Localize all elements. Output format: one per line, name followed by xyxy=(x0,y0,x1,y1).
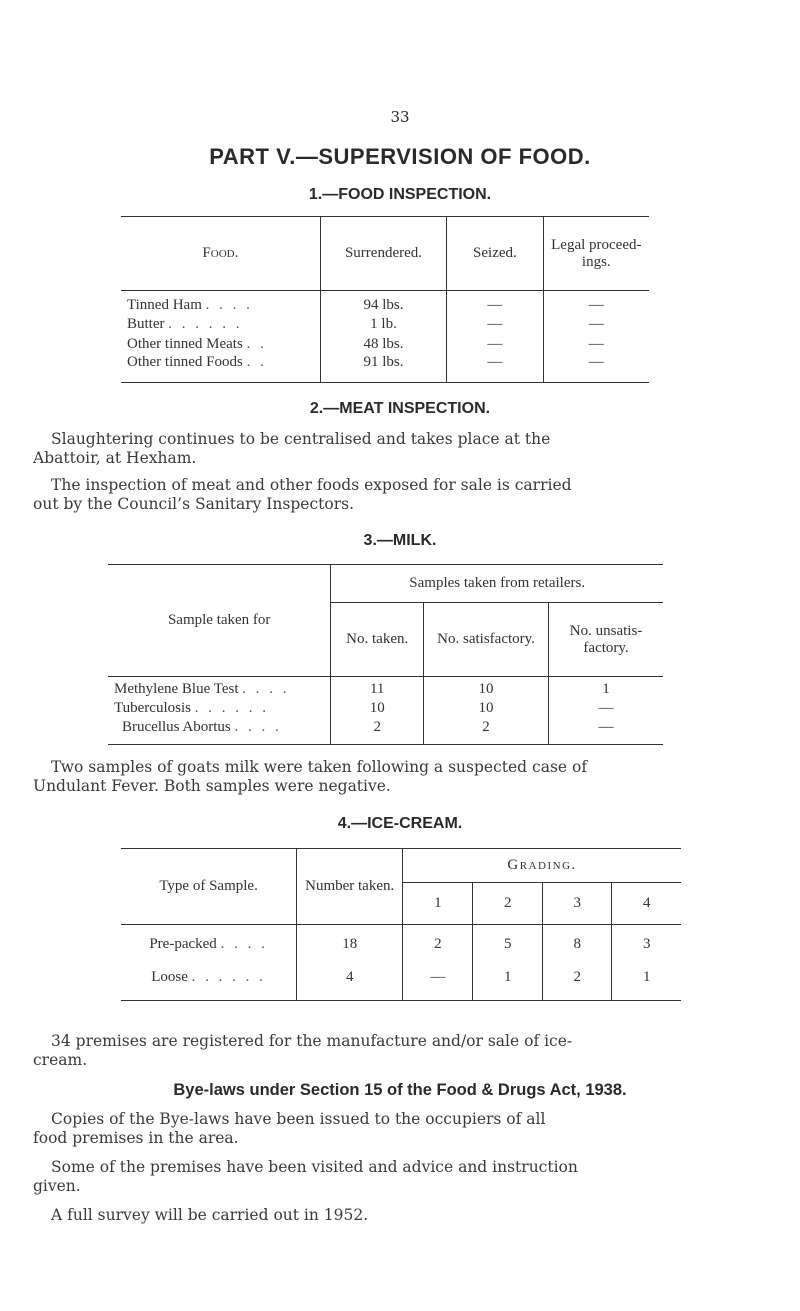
unsatisfactory-value: 1 xyxy=(602,681,610,698)
surrendered-value: 91 lbs. xyxy=(320,354,446,382)
grade-1-value: 2 xyxy=(403,925,473,965)
number-value: 18 xyxy=(297,925,403,965)
col-no-taken: No. taken. xyxy=(331,603,424,677)
table-row xyxy=(121,925,681,965)
ice-cream-heading: 4.—ICE-CREAM. xyxy=(337,815,463,832)
para-line: cream. xyxy=(33,1051,88,1069)
leader-dots: . . xyxy=(246,354,267,370)
para-line: Abattoir, at Hexham. xyxy=(33,449,197,467)
grade-1-value: — xyxy=(403,965,473,1001)
para-line: Two samples of goats milk were taken following a suspected case of xyxy=(51,758,588,776)
col-no-satisfactory: No. satisfactory. xyxy=(424,603,549,677)
col-legal: Legal proceed- ings. xyxy=(543,217,649,291)
food-name: Other tinned Meats xyxy=(127,335,243,352)
number-value: 4 xyxy=(297,965,403,1001)
unsatisfactory-value: — xyxy=(598,700,614,716)
col-grade-1: 1 xyxy=(403,883,473,925)
grade-3-value: 8 xyxy=(542,925,612,965)
meat-inspection-para2 xyxy=(0,476,800,514)
col-food: Food. xyxy=(121,217,320,291)
taken-value: 10 xyxy=(331,699,424,719)
food-inspection-table xyxy=(121,216,649,383)
sample-name: Brucellus Abortus xyxy=(122,718,231,735)
para-line: Undulant Fever. Both samples were negative. xyxy=(33,777,391,795)
byelaws-para2 xyxy=(0,1158,800,1196)
col-samples-from-retailers: Samples taken from retailers. xyxy=(331,565,663,603)
legal-value: — xyxy=(543,354,649,382)
satisfactory-value: 2 xyxy=(424,719,549,745)
sample-type: Loose xyxy=(151,968,188,985)
grade-4-value: 3 xyxy=(642,936,651,953)
food-name: Butter xyxy=(127,315,165,332)
taken-value: 11 xyxy=(331,677,424,699)
taken-value: 2 xyxy=(331,719,424,745)
milk-heading: 3.—MILK. xyxy=(363,532,437,549)
grade-3-value: 2 xyxy=(542,965,612,1001)
col-sample-taken-for: Sample taken for xyxy=(108,565,331,677)
sample-type: Pre-packed xyxy=(149,936,217,953)
sample-name: Tuberculosis xyxy=(114,700,191,716)
table-row xyxy=(121,354,649,382)
unsatisfactory-value: — xyxy=(549,719,663,745)
para-line: out by the Council’s Sanitary Inspectors. xyxy=(33,495,354,513)
milk-note xyxy=(0,758,800,796)
surrendered-value: 48 lbs. xyxy=(320,334,446,354)
satisfactory-value: 10 xyxy=(424,699,549,719)
col-grading: Grading. xyxy=(403,849,681,883)
legal-value: — xyxy=(588,315,604,332)
meat-inspection-para1 xyxy=(0,430,800,468)
col-no-unsatisfactory: No. unsatis- factory. xyxy=(549,603,663,677)
grade-4-value: 1 xyxy=(612,965,681,1001)
legal-value: — xyxy=(588,335,604,352)
grade-2-value: 1 xyxy=(473,965,543,1001)
para-line: The inspection of meat and other foods exposed for sale is carried xyxy=(51,476,572,494)
para-line: Some of the premises have been visited and advice and instruction xyxy=(51,1158,578,1176)
seized-value: — xyxy=(447,334,543,354)
legal-value: — xyxy=(588,297,604,313)
para-line: Slaughtering continues to be centralised and takes place at the xyxy=(51,430,551,448)
page-number: 33 xyxy=(390,108,410,126)
food-name: Other tinned Foods xyxy=(127,354,243,370)
ice-cream-note xyxy=(0,1032,800,1070)
byelaws-para1 xyxy=(0,1110,800,1148)
leader-dots: . . . . xyxy=(205,297,253,313)
leader-dots: . . . . . . xyxy=(191,968,266,985)
para-line: 34 premises are registered for the manufacture and/or sale of ice- xyxy=(51,1032,573,1050)
table-row xyxy=(108,677,663,699)
leader-dots: . . . . xyxy=(234,718,282,735)
surrendered-value: 1 lb. xyxy=(320,314,446,334)
grade-2-value: 5 xyxy=(473,925,543,965)
sample-name: Methylene Blue Test xyxy=(114,681,239,698)
leader-dots: . . . . . . xyxy=(194,700,269,716)
part-title: PART V.—SUPERVISION OF FOOD. xyxy=(209,144,591,169)
milk-table xyxy=(108,564,663,745)
table-row xyxy=(121,334,649,354)
satisfactory-value: 10 xyxy=(424,677,549,699)
para-line: food premises in the area. xyxy=(33,1129,239,1147)
table-row xyxy=(121,314,649,334)
col-grade-4: 4 xyxy=(612,883,681,925)
para-line: given. xyxy=(33,1177,81,1195)
byelaws-para3 xyxy=(0,1206,800,1225)
leader-dots: . . . . . . xyxy=(168,315,243,332)
col-seized: Seized. xyxy=(447,217,543,291)
table-row xyxy=(121,291,649,315)
meat-inspection-heading: 2.—MEAT INSPECTION. xyxy=(309,400,491,417)
col-surrendered: Surrendered. xyxy=(320,217,446,291)
col-number-taken: Number taken. xyxy=(297,849,403,925)
para-line: Copies of the Bye-laws have been issued to the occupiers of all xyxy=(51,1110,546,1128)
leader-dots: . . . . xyxy=(242,681,290,698)
food-inspection-heading: 1.—FOOD INSPECTION. xyxy=(308,186,492,203)
seized-value: — xyxy=(447,354,543,382)
col-type-of-sample: Type of Sample. xyxy=(121,849,297,925)
col-grade-3: 3 xyxy=(542,883,612,925)
table-row xyxy=(108,719,663,745)
table-row xyxy=(108,699,663,719)
byelaws-heading: Bye-laws under Section 15 of the Food & Drugs Act, 1938. xyxy=(173,1081,627,1099)
col-grade-2: 2 xyxy=(473,883,543,925)
leader-dots: . . . . xyxy=(220,936,268,953)
leader-dots: . . xyxy=(246,335,267,352)
food-name: Tinned Ham xyxy=(127,297,202,313)
table-row xyxy=(121,965,681,1001)
seized-value: — xyxy=(447,291,543,315)
ice-cream-table xyxy=(121,848,681,1001)
seized-value: — xyxy=(447,314,543,334)
surrendered-value: 94 lbs. xyxy=(320,291,446,315)
para-line: A full survey will be carried out in 1952. xyxy=(51,1206,369,1224)
